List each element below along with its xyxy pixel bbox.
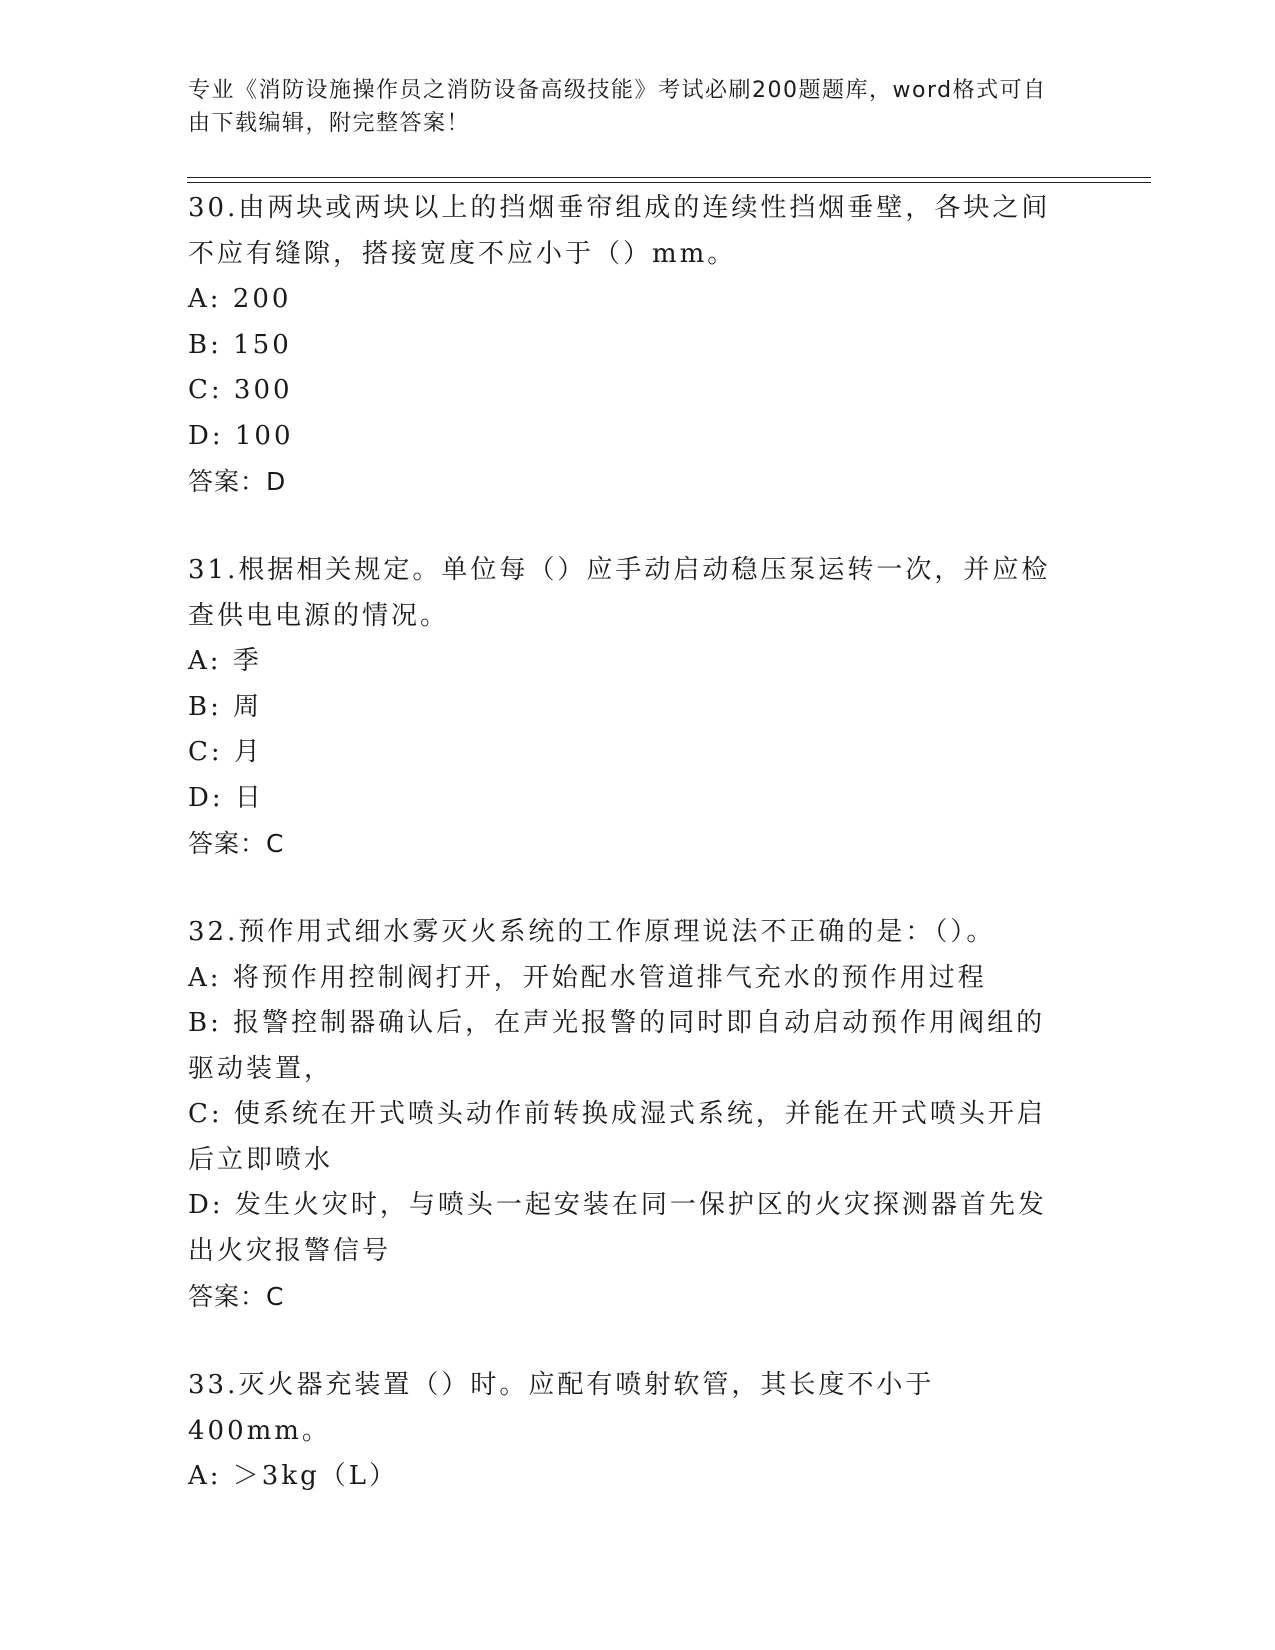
question-stem: 32.预作用式细水雾灭火系统的工作原理说法不正确的是：（）。 bbox=[188, 917, 996, 947]
question-stem: 30.由两块或两块以上的挡烟垂帘组成的连续性挡烟垂壁，各块之间不应有缝隙，搭接宽度不应小于（）mm。 bbox=[188, 193, 1051, 269]
answer-line: 答案：C bbox=[188, 1282, 285, 1311]
question-33 bbox=[188, 1363, 1068, 1500]
answer-line: 答案：D bbox=[188, 467, 287, 496]
option-d: D: 发生火灾时，与喷头一起安装在同一保护区的火灾探测器首先发出火灾报警信号 bbox=[188, 1190, 1047, 1266]
header-divider-bottom bbox=[187, 182, 1151, 183]
option-c: C: 使系统在开式喷头动作前转换成湿式系统，并能在开式喷头开启后立即喷水 bbox=[188, 1099, 1046, 1175]
document-header: 专业《消防设施操作员之消防设备高级技能》考试必刷200题题库，word格式可自由下载编辑，附完整答案！ bbox=[188, 78, 1047, 136]
option-b: B: 周 bbox=[188, 691, 263, 722]
option-c: C: 月 bbox=[188, 737, 263, 767]
question-stem: 31.根据相关规定。单位每（）应手动启动稳压泵运转一次，并应检查供电电源的情况。 bbox=[188, 555, 1051, 631]
option-b: B: 150 bbox=[188, 329, 292, 360]
option-d: D: 100 bbox=[188, 420, 294, 451]
option-a: A: 将预作用控制阀打开，开始配水管道排气充水的预作用过程 bbox=[188, 962, 987, 993]
question-30 bbox=[188, 186, 1068, 505]
question-stem: 33.灭火器充装置（）时。应配有喷射软管，其长度不小于400mm。 bbox=[188, 1370, 935, 1446]
option-a: A: 200 bbox=[188, 284, 292, 314]
option-b: B: 报警控制器确认后，在声光报警的同时即自动启动预作用阀组的驱动装置， bbox=[188, 1008, 1046, 1084]
option-c: C: 300 bbox=[188, 375, 293, 405]
option-a: A: ＞3kg（L） bbox=[188, 1461, 399, 1491]
question-list bbox=[188, 186, 1068, 1543]
option-d: D: 日 bbox=[188, 782, 264, 813]
option-a: A: 季 bbox=[188, 646, 262, 676]
answer-line: 答案：C bbox=[188, 829, 285, 858]
question-31 bbox=[188, 548, 1068, 867]
header-divider-top bbox=[187, 177, 1151, 178]
question-32 bbox=[188, 910, 1068, 1320]
